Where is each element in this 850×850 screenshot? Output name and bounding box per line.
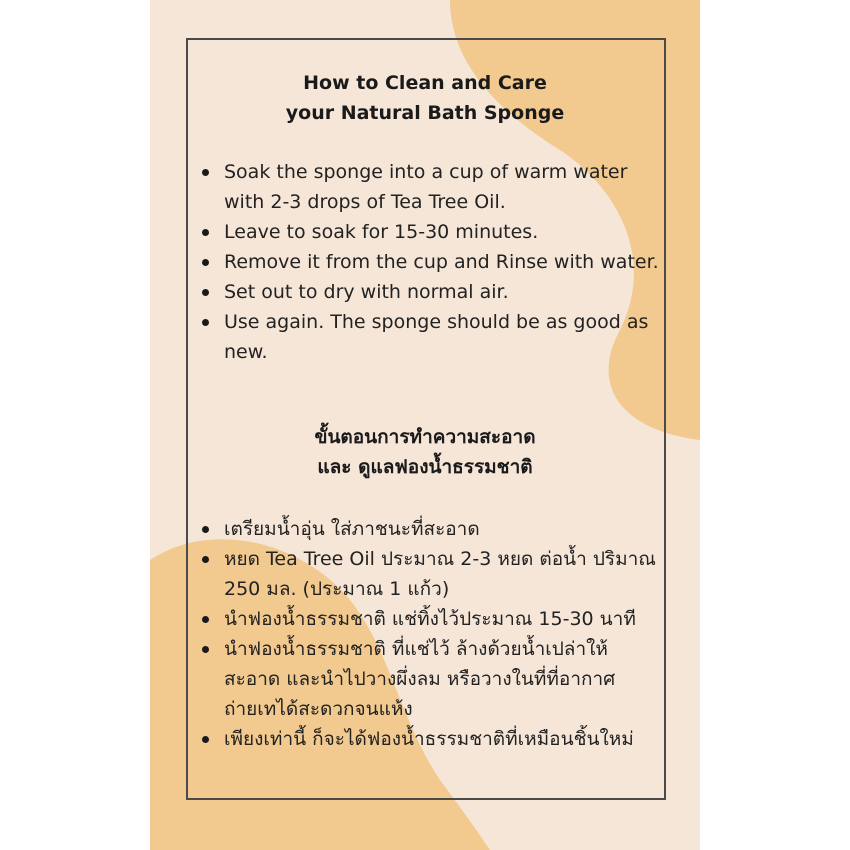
list-item: [198, 604, 668, 634]
bullet-icon: [202, 229, 209, 236]
bullet-icon: [202, 736, 209, 743]
step-text: Use again. The sponge should be as good as new.: [224, 311, 649, 363]
bullet-icon: [202, 319, 209, 326]
step-text: Remove it from the cup and Rinse with water.: [224, 251, 659, 273]
step-text: หยด Tea Tree Oil ประมาณ 2-3 หยด ต่อน้ำ ปริมาณ 250 มล. (ประมาณ 1 แก้ว): [224, 548, 656, 600]
bullet-icon: [202, 259, 209, 266]
english-steps-list: [198, 157, 668, 367]
bullet-icon: [202, 556, 209, 563]
step-text: เพียงเท่านี้ ก็จะได้ฟองน้ำธรรมชาติที่เหมือนชิ้นใหม่: [224, 728, 634, 750]
step-text: นำฟองน้ำธรรมชาติ ที่แช่ไว้ ล้างด้วยน้ำเปล่าให้ สะอาด และนำไปวางผึ่งลม หรือวางในที่ที่อากาศ ถ่ายเทได้สะดวกจนแห้ง: [224, 638, 616, 720]
list-item: [198, 514, 668, 544]
bullet-icon: [202, 526, 209, 533]
step-text: Soak the sponge into a cup of warm water with 2-3 drops of Tea Tree Oil.: [224, 161, 628, 213]
step-text: Set out to dry with normal air.: [224, 281, 509, 303]
bullet-icon: [202, 616, 209, 623]
thai-steps-list: [198, 514, 668, 754]
list-item: [198, 277, 668, 307]
list-item: [198, 217, 668, 247]
step-text: เตรียมน้ำอุ่น ใส่ภาชนะที่สะอาด: [224, 518, 480, 540]
step-text: Leave to soak for 15-30 minutes.: [224, 221, 539, 243]
thai-title-line2: และ ดูแลฟองน้ำธรรมชาติ: [317, 456, 533, 478]
thai-title-line1: ขั้นตอนการทำความสะอาด: [314, 426, 536, 448]
list-item: [198, 544, 668, 604]
english-title-line1: How to Clean and Care: [303, 72, 547, 94]
list-item: [198, 307, 668, 367]
english-title: [150, 68, 700, 128]
care-card: [150, 0, 700, 850]
thai-title: [150, 422, 700, 482]
step-text: นำฟองน้ำธรรมชาติ แช่ทิ้งไว้ประมาณ 15-30 นาที: [224, 608, 636, 630]
list-item: [198, 634, 668, 724]
list-item: [198, 724, 668, 754]
bullet-icon: [202, 289, 209, 296]
bullet-icon: [202, 646, 209, 653]
english-title-line2: your Natural Bath Sponge: [285, 102, 565, 124]
list-item: [198, 247, 668, 277]
list-item: [198, 157, 668, 217]
bullet-icon: [202, 169, 209, 176]
